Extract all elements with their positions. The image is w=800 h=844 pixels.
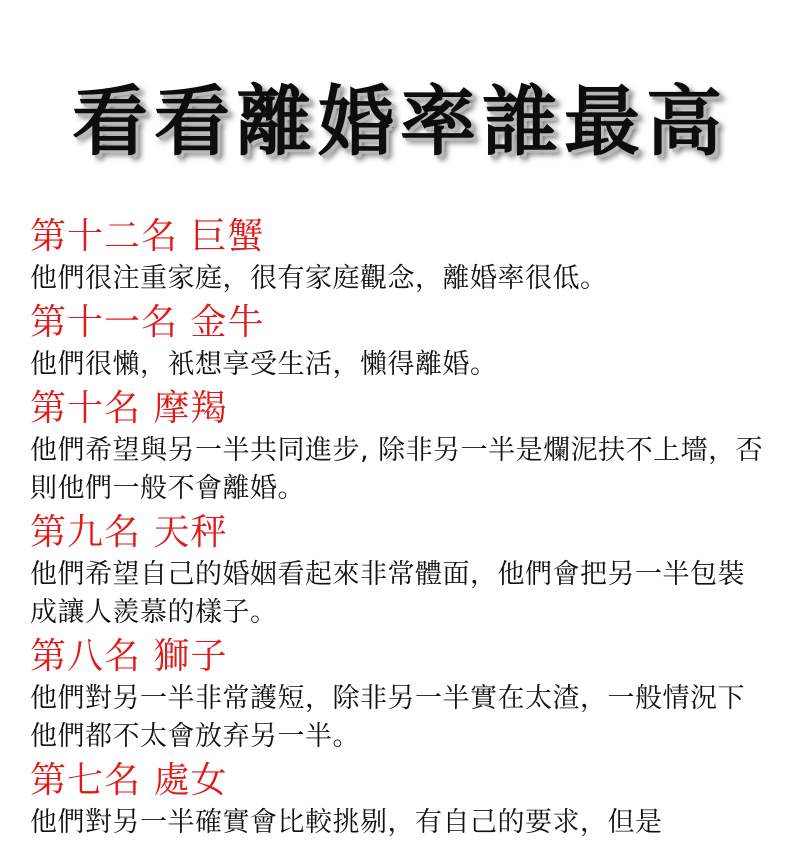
rank-heading: 第十名 摩羯 xyxy=(30,388,228,429)
rank-heading: 第十一名 金牛 xyxy=(30,302,265,343)
list-item xyxy=(30,510,770,632)
rank-heading: 第八名 獅子 xyxy=(30,636,228,677)
rank-description: 他們對另一半確實會比較挑剔，有自己的要求，但是 xyxy=(30,807,663,838)
list-item xyxy=(30,634,770,756)
rank-heading: 第十二名 巨蟹 xyxy=(30,216,265,257)
rank-heading: 第七名 處女 xyxy=(30,760,228,801)
list-item xyxy=(30,758,770,842)
rank-description: 他們希望自己的婚姻看起來非常體面，他們會把另一半包裝成讓人羨慕的樣子。 xyxy=(30,559,745,628)
page-title: 看看離婚率誰最高 xyxy=(72,77,728,166)
rank-description: 他們很注重家庭，很有家庭觀念，離婚率很低。 xyxy=(30,263,608,294)
list-item xyxy=(30,386,770,508)
list-item xyxy=(30,300,770,384)
rank-heading: 第九名 天秤 xyxy=(30,512,228,553)
ranking-list xyxy=(30,214,770,844)
list-item xyxy=(30,214,770,298)
rank-description: 他們對另一半非常護短，除非另一半實在太渣，一般情況下他們都不太會放弃另一半。 xyxy=(30,683,745,752)
rank-description: 他們希望與另一半共同進步, 除非另一半是爛泥扶不上墻，否則他們一般不會離婚。 xyxy=(30,435,764,504)
rank-description: 他們很懶，衹想享受生活，懶得離婚。 xyxy=(30,349,498,380)
